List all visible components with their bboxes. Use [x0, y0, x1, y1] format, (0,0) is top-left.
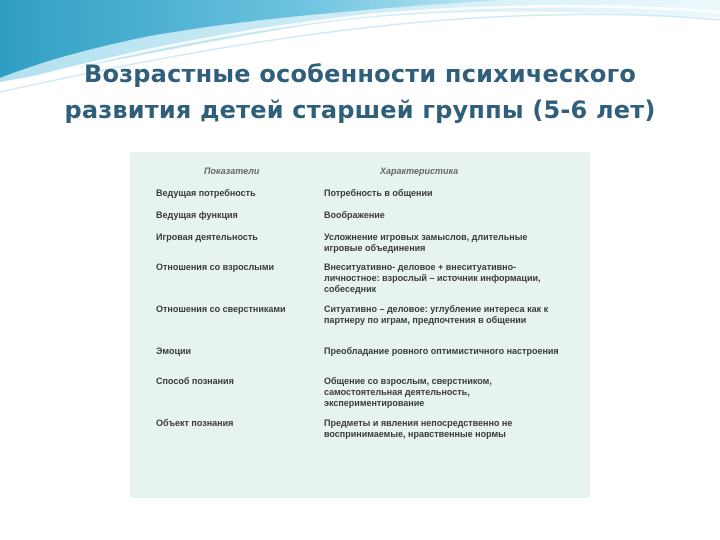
row-indicator: Способ познания — [156, 376, 234, 386]
row-characteristic: Внеситуативно- деловое + внеситуативно-личностное: взрослый – источник информации, собеседник — [324, 262, 541, 294]
row-indicator: Эмоции — [156, 346, 192, 356]
row-characteristic: Ситуативно – деловое: углубление интереса как к партнеру по играм, предпочтения в общении — [324, 304, 549, 325]
row-indicator: Отношения со взрослыми — [156, 262, 275, 272]
table-row — [140, 418, 580, 448]
row-characteristic: Воображение — [324, 210, 385, 220]
row-characteristic: Предметы и явления непосредственно не воспринимаемые, нравственные нормы — [324, 418, 513, 439]
row-indicator: Ведущая потребность — [156, 188, 256, 198]
row-characteristic: Усложнение игровых замыслов, длительные игровые объединения — [324, 232, 528, 253]
table-header — [140, 166, 580, 186]
table-row — [140, 232, 580, 262]
header-characteristics: Характеристика — [380, 166, 459, 176]
table-row — [140, 346, 580, 376]
table-row — [140, 304, 580, 346]
row-indicator: Игровая деятельность — [156, 232, 258, 242]
table-row — [140, 210, 580, 232]
table-row — [140, 188, 580, 210]
slide-title: Возрастные особенности психического развития детей старшей группы (5-6 лет) — [64, 60, 656, 124]
table-row — [140, 376, 580, 418]
row-characteristic: Общение со взрослым, сверстником, самостоятельная деятельность, экспериментирование — [324, 376, 492, 408]
characteristics-table — [130, 152, 590, 498]
row-indicator: Объект познания — [156, 418, 234, 428]
row-indicator: Ведущая функция — [156, 210, 238, 220]
header-indicators: Показатели — [204, 166, 260, 176]
row-characteristic: Преобладание ровного оптимистичного настроения — [324, 346, 559, 356]
row-characteristic: Потребность в общении — [324, 188, 433, 198]
row-indicator: Отношения со сверстниками — [156, 304, 286, 314]
table-row — [140, 262, 580, 304]
